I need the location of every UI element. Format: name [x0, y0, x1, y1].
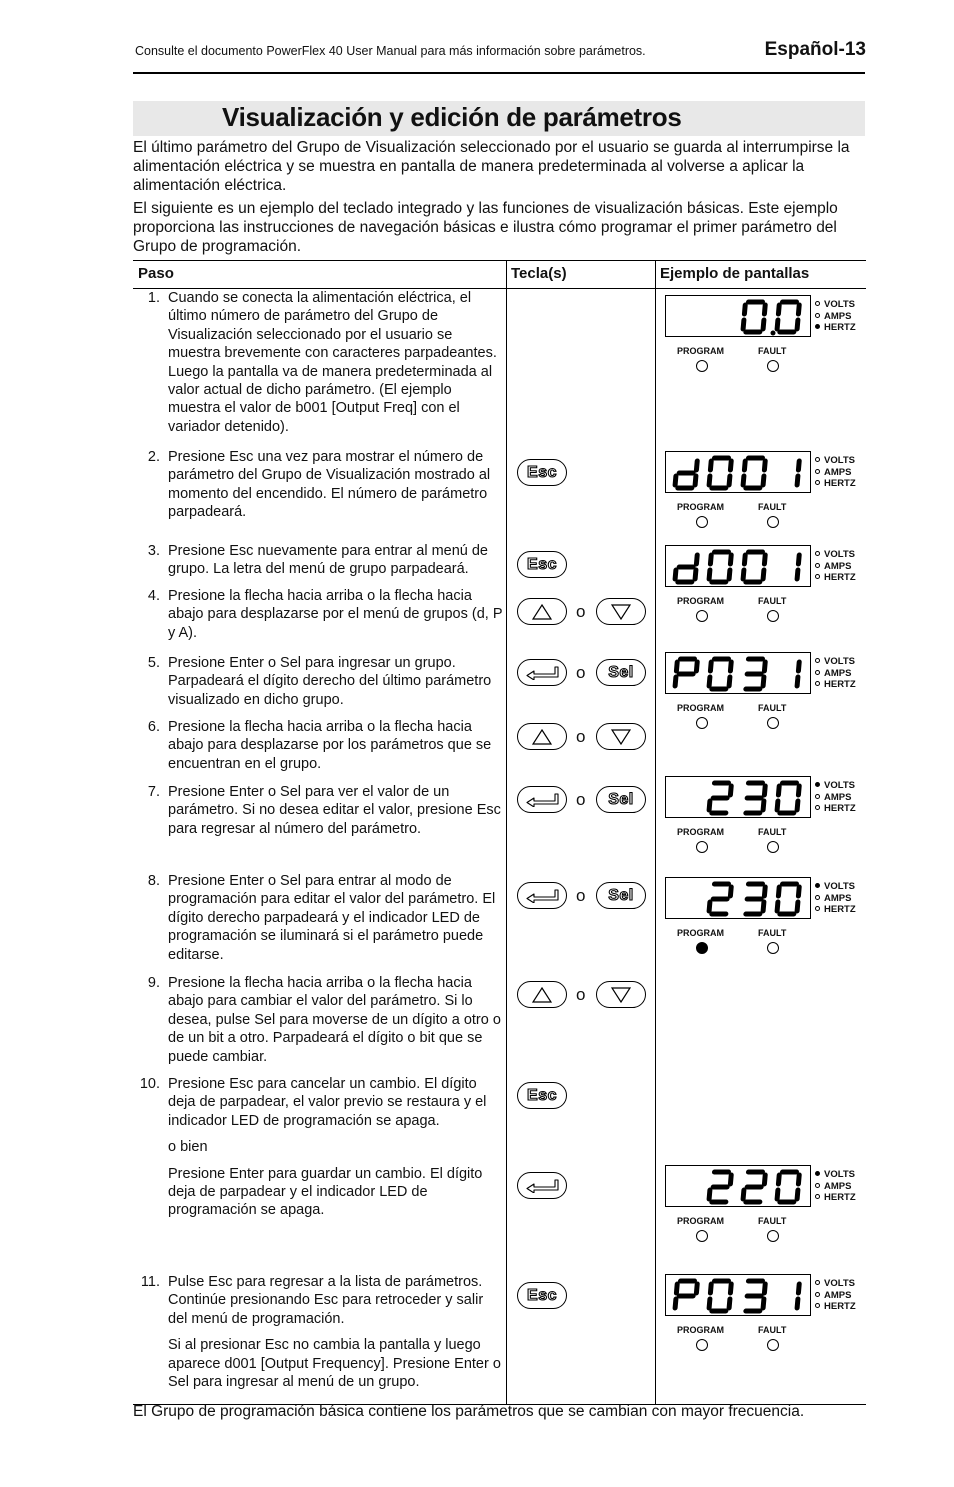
lcd-screen [665, 776, 811, 818]
down-arrow-icon [611, 729, 631, 745]
program-led-icon [696, 610, 708, 622]
steps-table [133, 260, 866, 1405]
or-label: o [576, 727, 586, 746]
fault-led-icon [767, 1230, 779, 1242]
unit-indicator [815, 1192, 856, 1204]
step-number: 9. [147, 975, 160, 991]
or-label: o [576, 886, 586, 905]
step-1 [138, 289, 503, 436]
indicator-dot-icon [815, 883, 820, 888]
program-label: PROGRAM [677, 346, 724, 356]
step-9 [138, 974, 503, 1066]
indicator-dot-icon [815, 1280, 820, 1285]
lcd-screen [665, 295, 811, 337]
unit-indicator [815, 803, 856, 815]
indicator-dot-icon [815, 313, 820, 318]
sel-key-label: Sel [608, 663, 634, 681]
down-arrow-key[interactable] [596, 723, 646, 750]
indicator-dot-icon [815, 658, 820, 663]
unit-indicator [815, 893, 856, 905]
unit-indicator [815, 1181, 856, 1193]
unit-indicator [815, 467, 856, 479]
down-arrow-icon [611, 987, 631, 1003]
header-note: Consulte el documento PowerFlex 40 User Manual para más información sobre parámetros. [135, 44, 646, 58]
up-arrow-key[interactable] [517, 981, 567, 1008]
step-text: Pulse Esc para regresar a la lista de parámetros. Continúe presionando Esc para retroceder y salir del menú de programación. [168, 1274, 484, 1327]
indicator-label: VOLTS [824, 881, 855, 892]
step-number: 3. [147, 543, 160, 559]
enter-icon [525, 889, 559, 903]
up-arrow-icon [532, 604, 552, 620]
step-text: Presione Enter o Sel para ingresar un grupo. Parpadeará el dígito derecho del último parámetro visualizado en dicho grupo. [168, 655, 492, 708]
down-arrow-icon [611, 604, 631, 620]
indicator-dot-icon [815, 1183, 820, 1188]
step-text: Presione Enter para guardar un cambio. El dígito deja de parpadear y el indicador LED de programación se apaga. [168, 1165, 483, 1219]
lcd-screen [665, 451, 811, 493]
header-keys: Tecla(s) [511, 265, 567, 282]
indicator-label: AMPS [824, 791, 852, 803]
fault-led-icon [767, 841, 779, 853]
sel-key[interactable] [596, 882, 646, 909]
indicator-label: VOLTS [824, 1169, 855, 1180]
indicator-label: VOLTS [824, 656, 855, 667]
page-number: Español-13 [764, 39, 866, 60]
indicator-label: HERTZ [824, 1301, 856, 1312]
lcd-screen [665, 877, 811, 919]
intro-paragraph: El último parámetro del Grupo de Visualización seleccionado por el usuario se guarda al interrumpirse la alimentación eléctrica y se muestra en pantalla de manera predeterminada al volverse a aplicar la alimentación eléctrica. [133, 139, 850, 194]
enter-icon [525, 666, 559, 680]
header-rule [133, 72, 865, 74]
indicator-dot-icon [815, 324, 820, 329]
indicator-label: VOLTS [824, 780, 855, 791]
sel-key[interactable] [596, 659, 646, 686]
step-text: Presione Esc una vez para mostrar el número de parámetro del Grupo de Visualización mostrado al momento del encendido. El número de parámetro parpadeará. [168, 449, 491, 521]
program-led-icon [696, 942, 708, 954]
enter-key[interactable] [517, 1172, 567, 1199]
unit-indicator [815, 572, 856, 584]
indicator-dot-icon [815, 906, 820, 911]
program-label: PROGRAM [677, 596, 724, 606]
unit-indicator [815, 311, 856, 323]
program-label: PROGRAM [677, 1325, 724, 1335]
step-text: Presione la flecha hacia arriba o la flecha hacia abajo para cambiar el valor del parámetro. Si lo desea, pulse Sel para moverse de un dígito a otro o de un bit a otro. Parpadeará el dígito o bit que se puede cambiar. [168, 975, 501, 1065]
indicator-dot-icon [815, 301, 820, 306]
unit-indicators [815, 881, 856, 916]
step-number: 4. [147, 588, 160, 604]
indicator-dot-icon [815, 1171, 820, 1176]
unit-indicators [815, 1278, 856, 1313]
unit-indicator [815, 299, 856, 311]
indicator-label: HERTZ [824, 904, 856, 915]
step-number: 1. [147, 290, 160, 306]
indicator-dot-icon [815, 563, 820, 568]
program-led-icon [696, 1230, 708, 1242]
down-arrow-key[interactable] [596, 981, 646, 1008]
esc-key-label: Esc [527, 555, 557, 573]
fault-label: FAULT [758, 346, 787, 356]
fault-label: FAULT [758, 596, 787, 606]
step-11 [138, 1273, 503, 1391]
lcd-screen [665, 545, 811, 587]
sel-key-label: Sel [608, 790, 634, 808]
lcd-screen [665, 1165, 811, 1207]
esc-key[interactable] [517, 459, 567, 486]
indicator-label: HERTZ [824, 1192, 856, 1203]
step-text: Si al presionar Esc no cambia la pantalla y luego aparece d001 [Output Frequency]. Presione Enter o Sel para ingresar al menú de un grupo. [168, 1337, 501, 1391]
unit-indicators [815, 549, 856, 584]
indicator-label: VOLTS [824, 455, 855, 466]
unit-indicator [815, 792, 856, 804]
indicator-dot-icon [815, 1292, 820, 1297]
sel-key[interactable] [596, 786, 646, 813]
program-label: PROGRAM [677, 928, 724, 938]
fault-led-icon [767, 942, 779, 954]
up-arrow-key[interactable] [517, 723, 567, 750]
step-number: 7. [147, 784, 160, 800]
enter-key[interactable] [517, 786, 567, 813]
step-2 [138, 448, 503, 522]
page-title: Visualización y edición de parámetros [222, 102, 682, 132]
program-label: PROGRAM [677, 703, 724, 713]
unit-indicator [815, 656, 856, 668]
esc-key-label: Esc [527, 1286, 557, 1304]
step-text: Presione Esc para cancelar un cambio. El dígito deja de parpadear, el valor previo se restaura y el indicador LED de programación se apaga. [168, 1076, 487, 1129]
indicator-label: HERTZ [824, 572, 856, 583]
header-displays: Ejemplo de pantallas [660, 265, 810, 282]
indicator-dot-icon [815, 469, 820, 474]
fault-led-icon [767, 360, 779, 372]
indicator-dot-icon [815, 551, 820, 556]
indicator-label: AMPS [824, 310, 852, 322]
unit-indicator [815, 549, 856, 561]
indicator-label: HERTZ [824, 679, 856, 690]
up-arrow-icon [532, 987, 552, 1003]
fault-led-icon [767, 717, 779, 729]
or-label: o [576, 663, 586, 682]
unit-indicator [815, 1290, 856, 1302]
sel-key-label: Sel [608, 886, 634, 904]
footer-text: El Grupo de programación básica contiene los parámetros que se cambian con mayor frecuencia. [133, 1403, 805, 1420]
fault-label: FAULT [758, 703, 787, 713]
indicator-label: AMPS [824, 466, 852, 478]
program-led-icon [696, 360, 708, 372]
program-led-icon [696, 841, 708, 853]
esc-key[interactable] [517, 1282, 567, 1309]
indicator-label: VOLTS [824, 299, 855, 310]
indicator-label: HERTZ [824, 803, 856, 814]
intro-paragraph: El siguiente es un ejemplo del teclado integrado y las funciones de visualización básicas. Este ejemplo proporciona las instrucciones de navegación básicas e ilustra cómo programar el primer parámetro del Grupo de programación. [133, 200, 838, 255]
indicator-dot-icon [815, 782, 820, 787]
step-number: 11. [140, 1274, 160, 1290]
indicator-dot-icon [815, 1303, 820, 1308]
unit-indicator [815, 322, 856, 334]
unit-indicator [815, 1169, 856, 1181]
or-label: o [576, 602, 586, 621]
indicator-label: AMPS [824, 892, 852, 904]
step-number: 2. [147, 449, 160, 465]
or-label: o [576, 790, 586, 809]
unit-indicator [815, 478, 856, 490]
step-10 [138, 1075, 503, 1220]
unit-indicator [815, 561, 856, 573]
indicator-dot-icon [815, 681, 820, 686]
program-led-icon [696, 717, 708, 729]
indicator-label: AMPS [824, 1289, 852, 1301]
unit-indicator [815, 780, 856, 792]
unit-indicator [815, 679, 856, 691]
enter-icon [525, 1179, 559, 1193]
step-3 [138, 542, 503, 579]
step-text: Presione Enter o Sel para entrar al modo de programación para editar el valor del parámetro. El dígito derecho parpadeará y el indicador LED de programación se iluminará si el parámetro puede editarse. [168, 873, 496, 963]
unit-indicators [815, 780, 856, 815]
esc-key[interactable] [517, 551, 567, 578]
unit-indicator [815, 881, 856, 893]
fault-led-icon [767, 1339, 779, 1351]
fault-led-icon [767, 516, 779, 528]
unit-indicators [815, 455, 856, 490]
header-step: Paso [138, 265, 174, 282]
indicator-label: HERTZ [824, 322, 856, 333]
step-text: Presione la flecha hacia arriba o la flecha hacia abajo para desplazarse por los parámetros que se encuentran en el grupo. [168, 719, 492, 772]
program-label: PROGRAM [677, 502, 724, 512]
fault-label: FAULT [758, 1325, 787, 1335]
unit-indicator [815, 904, 856, 916]
unit-indicator [815, 1278, 856, 1290]
step-text: Presione Enter o Sel para ver el valor de un parámetro. Si no desea editar el valor, presione Esc para regresar al número del parámetro. [168, 784, 501, 837]
indicator-label: AMPS [824, 1180, 852, 1192]
step-4 [138, 587, 503, 642]
step-number: 8. [147, 873, 160, 889]
indicator-label: HERTZ [824, 478, 856, 489]
indicator-dot-icon [815, 895, 820, 900]
fault-label: FAULT [758, 928, 787, 938]
indicator-label: VOLTS [824, 1278, 855, 1289]
step-5 [138, 654, 503, 709]
step-number: 6. [147, 719, 160, 735]
step-text: o bien [168, 1139, 208, 1156]
up-arrow-key[interactable] [517, 598, 567, 625]
step-text: Cuando se conecta la alimentación eléctrica, el último número de parámetro del Grupo de Visualización seleccionado por el usuario se muestra brevemente con caracteres parpadeantes. Luego la pantalla va de manera predeterminada al valor actual de dicho parámetro. (El ejemplo muestra el valor de b001 [Output Freq] con el variador detenido). [168, 290, 497, 435]
indicator-dot-icon [815, 457, 820, 462]
enter-key[interactable] [517, 659, 567, 686]
unit-indicator [815, 455, 856, 467]
indicator-dot-icon [815, 480, 820, 485]
indicator-dot-icon [815, 794, 820, 799]
indicator-dot-icon [815, 574, 820, 579]
unit-indicator [815, 668, 856, 680]
indicator-dot-icon [815, 805, 820, 810]
fault-label: FAULT [758, 1216, 787, 1226]
indicator-label: AMPS [824, 560, 852, 572]
step-text: Presione Esc nuevamente para entrar al menú de grupo. La letra del menú de grupo parpadeará. [168, 543, 488, 578]
enter-key[interactable] [517, 882, 567, 909]
up-arrow-icon [532, 729, 552, 745]
step-text: Presione la flecha hacia arriba o la flecha hacia abajo para desplazarse por el menú de grupos (d, P y A). [168, 588, 503, 641]
column-divider [506, 261, 507, 1404]
or-label: o [576, 985, 586, 1004]
unit-indicators [815, 1169, 856, 1204]
fault-label: FAULT [758, 827, 787, 837]
fault-label: FAULT [758, 502, 787, 512]
column-divider [655, 261, 656, 1404]
indicator-label: AMPS [824, 667, 852, 679]
esc-key[interactable] [517, 1082, 567, 1109]
fault-led-icon [767, 610, 779, 622]
unit-indicators [815, 656, 856, 691]
indicator-label: VOLTS [824, 549, 855, 560]
program-label: PROGRAM [677, 1216, 724, 1226]
lcd-screen [665, 652, 811, 694]
indicator-dot-icon [815, 1194, 820, 1199]
program-led-icon [696, 1339, 708, 1351]
step-7 [138, 783, 503, 838]
esc-key-label: Esc [527, 463, 557, 481]
step-number: 10. [139, 1076, 160, 1092]
program-led-icon [696, 516, 708, 528]
enter-icon [525, 793, 559, 807]
indicator-dot-icon [815, 670, 820, 675]
program-label: PROGRAM [677, 827, 724, 837]
step-8 [138, 872, 503, 964]
down-arrow-key[interactable] [596, 598, 646, 625]
esc-key-label: Esc [527, 1086, 557, 1104]
step-number: 5. [147, 655, 160, 671]
unit-indicators [815, 299, 856, 334]
step-6 [138, 718, 503, 773]
unit-indicator [815, 1301, 856, 1313]
lcd-screen [665, 1274, 811, 1316]
